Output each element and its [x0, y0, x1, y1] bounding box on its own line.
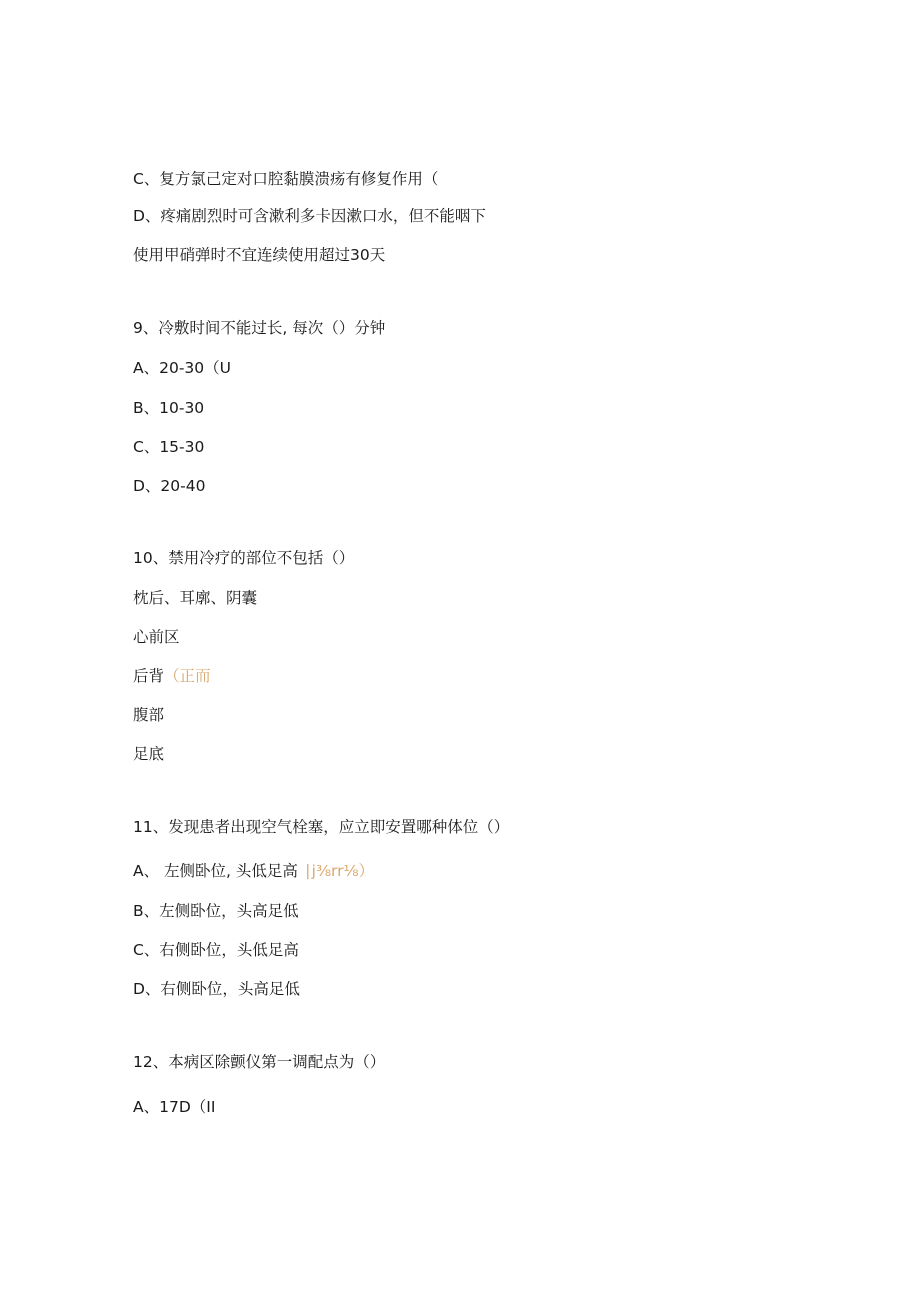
q10-option-c [133, 666, 211, 686]
q11-option-a [133, 861, 374, 881]
q11-option-c: C、右侧卧位，头低足高 [133, 941, 299, 959]
q8-option-c: C、复方氯己定对口腔黏膜溃疡有修复作用（ [133, 170, 439, 188]
q10-question: 10、禁用冷疗的部位不包括（） [133, 549, 355, 567]
q11-option-d: D、右侧卧位，头高足低 [133, 980, 300, 998]
q11-question: 11、发现患者出现空气栓塞，应立即安置哪种体位（） [133, 818, 510, 836]
q11-answer-mark: ∣j⅜rr⅛） [303, 862, 374, 880]
q9-option-b: B、10-30 [133, 399, 205, 417]
q11-option-b: B、左侧卧位，头高足低 [133, 902, 299, 920]
q10-option-d: 腹部 [133, 706, 165, 724]
q10-option-e: 足底 [133, 745, 165, 763]
q9-option-d: D、20-40 [133, 477, 206, 495]
q8-option-e: 使用甲硝弹时不宜连续使用超过30天 [133, 246, 386, 264]
q11-option-a-text: A、 左侧卧位, 头低足高 [133, 862, 298, 880]
q9-option-c: C、15-30 [133, 438, 205, 456]
q9-option-a: A、20-30（U [133, 359, 231, 377]
q10-answer-mark: （正而 [164, 667, 211, 685]
q12-option-a: A、17D（II [133, 1098, 216, 1116]
q9-question: 9、冷敷时间不能过长, 每次（）分钟 [133, 319, 386, 337]
q12-question: 12、本病区除颤仪第一调配点为（） [133, 1053, 386, 1071]
q10-option-b: 心前区 [133, 628, 180, 646]
q10-option-c-text: 后背 [133, 667, 165, 685]
q10-option-a: 枕后、耳廓、阴囊 [133, 589, 258, 607]
q8-option-d: D、疼痛剧烈时可含漱利多卡因漱口水，但不能咽下 [133, 207, 486, 225]
